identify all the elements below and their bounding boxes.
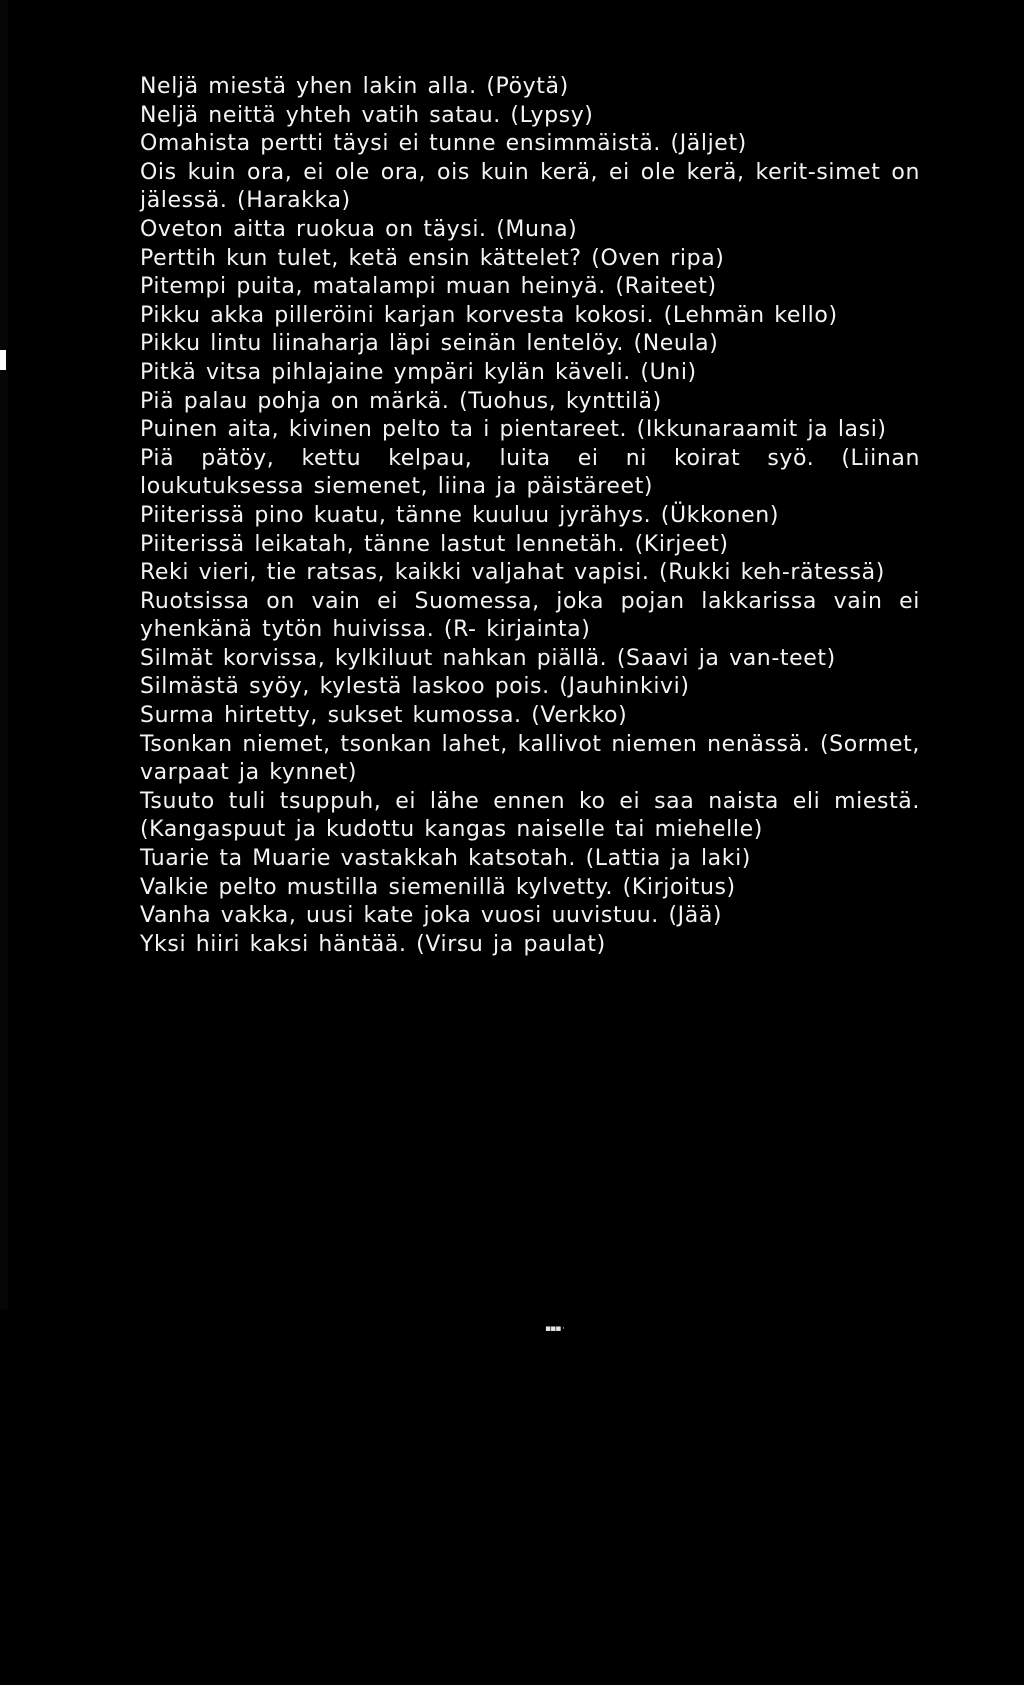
riddle-line: Pitkä vitsa pihlajaine ympäri kylän käveli. (Uni)	[140, 359, 697, 385]
riddle-line: Pikku lintu liinaharja läpi seinän lentelöy. (Neula)	[140, 331, 719, 357]
riddle-line: Neljä neittä yhteh vatih satau. (Lypsy)	[140, 102, 594, 128]
riddle-line: Neljä miestä yhen lakin alla. (Pöytä)	[140, 74, 569, 99]
riddle-line: Vanha vakka, uusi kate joka vuosi uuvistuu. (Jää)	[140, 903, 723, 929]
riddle-line: Puinen aita, kivinen pelto ta i pientareet. (Ikkunaraamit ja lasi)	[140, 417, 887, 443]
page-edge-mark	[0, 350, 6, 370]
page-left-edge	[0, 0, 8, 1310]
riddle-line: Pikku akka pilleröini karjan korvesta kokosi. (Lehmän kello)	[140, 302, 838, 328]
riddle-line: Ruotsissa on vain ei Suomessa, joka pojan lakkarissa vain ei yhenkänä tytön huivissa. (R- kirjainta)	[140, 588, 920, 643]
riddle-line: Piiterissä pino kuatu, tänne kuuluu jyrähys. (Ükkonen)	[140, 502, 780, 528]
riddle-line: Yksi hiiri kaksi häntää. (Virsu ja paulat)	[140, 931, 606, 957]
riddle-list	[140, 73, 920, 959]
riddle-line: Pitempi puita, matalampi muan heinyä. (Raiteet)	[140, 274, 717, 300]
riddle-line: Tsuuto tuli tsuppuh, ei lähe ennen ko ei saa naista eli miestä. (Kangaspuut ja kudottu kangas naiselle tai miehelle)	[140, 788, 920, 843]
riddle-line: Ois kuin ora, ei ole ora, ois kuin kerä, ei ole kerä, kerit-simet on jälessä. (Harakka)	[140, 159, 920, 214]
riddle-line: Oveton aitta ruokua on täysi. (Muna)	[140, 216, 578, 242]
riddle-line: Surma hirtetty, sukset kumossa. (Verkko)	[140, 703, 628, 729]
print-speck: ▪▪▪ ·	[545, 1324, 565, 1334]
riddle-line: Perttih kun tulet, ketä ensin kättelet? (Oven ripa)	[140, 245, 725, 271]
riddle-line: Silmästä syöy, kylestä laskoo pois. (Jauhinkivi)	[140, 674, 690, 700]
riddle-line: Silmät korvissa, kylkiluut nahkan piällä. (Saavi ja van-teet)	[140, 645, 836, 671]
riddle-line: Reki vieri, tie ratsas, kaikki valjahat vapisi. (Rukki keh-rätessä)	[140, 560, 885, 586]
riddle-line: Piiterissä leikatah, tänne lastut lennetäh. (Kirjeet)	[140, 531, 729, 557]
riddle-line: Tsonkan niemet, tsonkan lahet, kallivot niemen nenässä. (Sormet, varpaat ja kynnet)	[140, 731, 920, 786]
riddle-line: Valkie pelto mustilla siemenillä kylvetty. (Kirjoitus)	[140, 874, 736, 900]
riddle-line: Omahista pertti täysi ei tunne ensimmäistä. (Jäljet)	[140, 131, 747, 157]
riddle-line: Tuarie ta Muarie vastakkah katsotah. (Lattia ja laki)	[140, 846, 751, 872]
riddle-line: Piä palau pohja on märkä. (Tuohus, kynttilä)	[140, 388, 662, 414]
riddle-line: Piä pätöy, kettu kelpau, luita ei ni koirat syö. (Liinan loukutuksessa siemenet, liina ja päistäreet)	[140, 445, 920, 500]
